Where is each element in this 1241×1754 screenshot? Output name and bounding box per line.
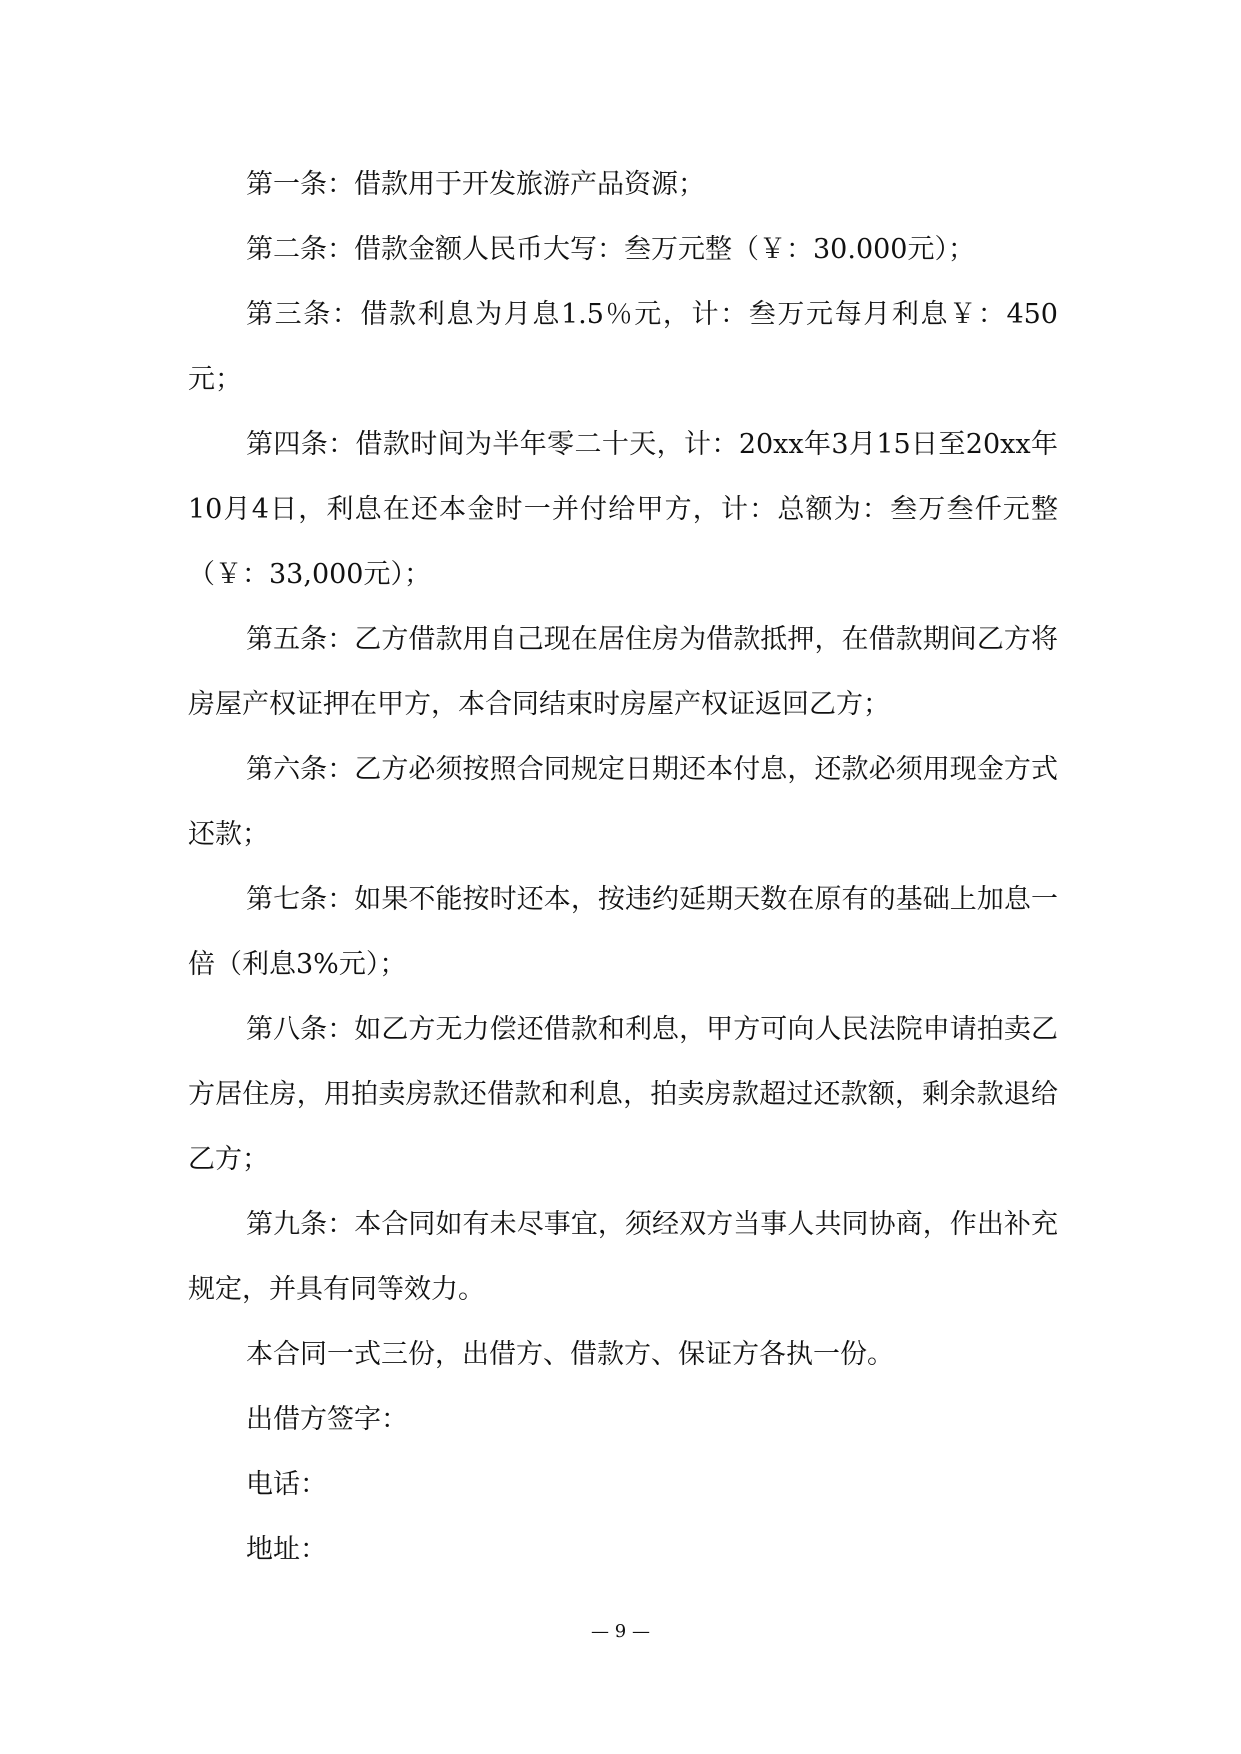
clause-9: 第九条：本合同如有未尽事宜，须经双方当事人共同协商，作出补充规定，并具有同等效力。 [188,1209,1058,1305]
clause-3: 第三条：借款利息为月息1.5％元，计：叁万元每月利息￥：450元； [188,299,1058,395]
clause-2: 第二条：借款金额人民币大写：叁万元整（￥：30.000元）； [246,234,975,265]
copies-statement: 本合同一式三份，出借方、借款方、保证方各执一份。 [246,1339,894,1370]
page-number: — 9 — [591,1621,650,1642]
lender-signature-label: 出借方签字： [246,1404,408,1435]
address-label: 地址： [246,1534,327,1565]
contract-body [188,152,1058,1582]
clause-4: 第四条：借款时间为半年零二十天，计：20xx年3月15日至20xx年10月4日，利息在还本金时一并付给甲方，计：总额为：叁万叁仟元整（￥：33,000元）； [188,429,1058,590]
clause-1: 第一条：借款用于开发旅游产品资源； [246,169,705,200]
clause-7: 第七条：如果不能按时还本，按违约延期天数在原有的基础上加息一倍（利息3%元）； [188,884,1058,980]
phone-label: 电话： [246,1469,327,1500]
clause-5: 第五条：乙方借款用自己现在居住房为借款抵押，在借款期间乙方将房屋产权证押在甲方，本合同结束时房屋产权证返回乙方； [188,624,1058,720]
clause-6: 第六条：乙方必须按照合同规定日期还本付息，还款必须用现金方式还款； [188,754,1058,850]
clause-8: 第八条：如乙方无力偿还借款和利息，甲方可向人民法院申请拍卖乙方居住房，用拍卖房款还借款和利息，拍卖房款超过还款额，剩余款退给乙方； [188,1014,1058,1175]
